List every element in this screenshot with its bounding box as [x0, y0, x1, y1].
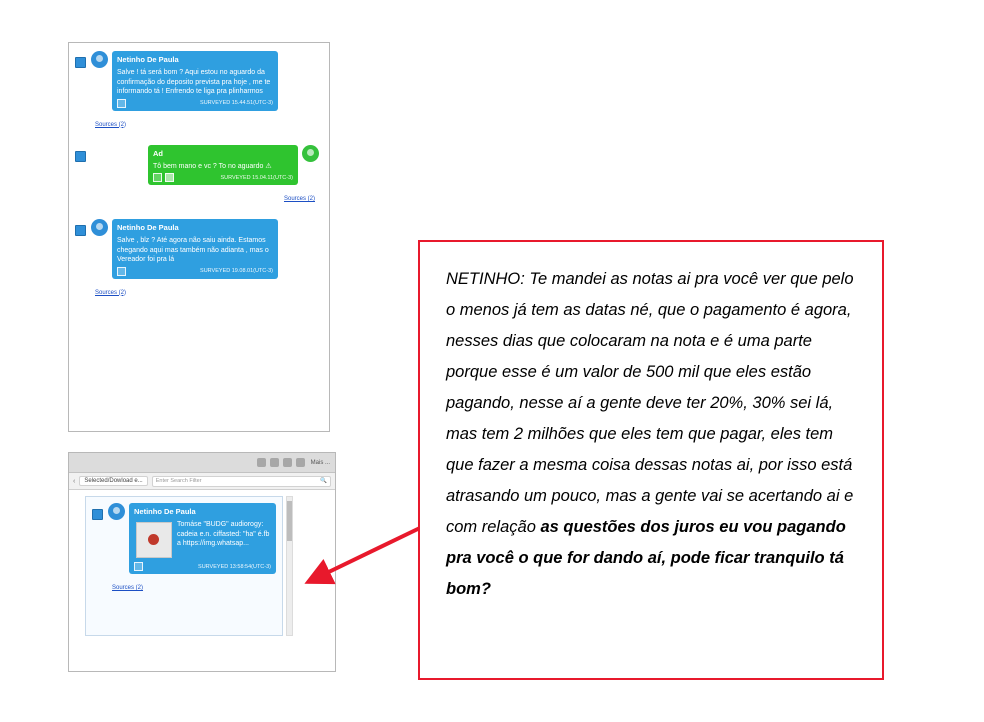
speaker-label: NETINHO:: [446, 270, 525, 288]
message-select-checkbox[interactable]: [75, 151, 86, 162]
avatar: [91, 219, 108, 236]
sender-name: Netinho De Paula: [117, 223, 179, 232]
status-icon: [165, 173, 174, 182]
chat-bubble-incoming: [129, 503, 276, 574]
message-footer: [134, 562, 271, 571]
message-text: Tomáse "BUDG" audiorogy: cadeia e.n. ciffasted: "ha" é.fb a https://img.whatsap...: [177, 521, 270, 547]
avatar: [91, 51, 108, 68]
chat-screenshot-bottom: [68, 452, 336, 672]
transcription-text: [446, 264, 860, 605]
attachment-icon: [153, 173, 162, 182]
source-link[interactable]: Sources (2): [112, 585, 144, 591]
chat-message-row: [75, 51, 323, 111]
message-timestamp: SURVEYED 15.44.51(UTC-3): [200, 100, 273, 106]
gear-icon[interactable]: [296, 458, 305, 467]
search-icon[interactable]: 🔍: [320, 478, 327, 484]
back-arrow-icon[interactable]: ‹: [73, 477, 76, 485]
chat-screenshot-top: [68, 42, 330, 432]
sender-name: Netinho De Paula: [134, 507, 196, 516]
source-link[interactable]: Sources (2): [95, 289, 127, 296]
avatar: [302, 145, 319, 162]
transcription-box: [418, 240, 884, 680]
search-placeholder: Enter Search Filter: [155, 478, 202, 484]
message-select-checkbox[interactable]: [75, 57, 86, 68]
toolbar: [69, 473, 335, 490]
chat-frame: [85, 496, 283, 636]
message-text: Tô bem mano e vc ? To no aguardo ⚠: [153, 162, 272, 170]
attachment-icon: [134, 562, 143, 571]
avatar: [108, 503, 125, 520]
chat-bubble-outgoing: [148, 145, 298, 186]
image-thumbnail[interactable]: [136, 522, 172, 558]
quote-body: Te mandei as notas ai pra você ver que pelo o menos já tem as datas né, que o pagamento é agora, nesses dias que colocaram na nota e é uma parte porque esse é um valor de 500 mil que eles estão pagando, nesse aí a gente deve ter 20%, 30% sei lá, mas tem 2 milhões que eles tem que pagar, eles tem que fazer a mesma coisa dessas notas ai, por isso está atrasando um pouco, mas a gente vai se acertando ai e com relação: [446, 270, 854, 536]
chat-message-row: [92, 503, 276, 574]
message-timestamp: SURVEYED 19.08.01(UTC-3): [200, 268, 273, 274]
message-timestamp: SURVEYED 15.04.11(UTC-3): [220, 174, 293, 181]
message-select-checkbox[interactable]: [92, 509, 103, 520]
attachment-icon: [117, 267, 126, 276]
message-text: Salve ! tá será bom ? Aqui estou no aguardo da confirmação do deposito prevista pra hoje , me te informando tá ! Enfrendo te liga pra plinharmos: [117, 69, 271, 95]
message-footer: [117, 267, 273, 276]
attachment-icon: [117, 99, 126, 108]
browser-content: [69, 490, 335, 653]
message-timestamp: SURVEYED 13:58:54(UTC-3): [198, 563, 271, 570]
message-footer: [117, 99, 273, 108]
chat-message-row: [75, 145, 323, 186]
source-link[interactable]: Sources (2): [283, 196, 315, 202]
quote-body-emphasis: as questões dos juros eu vou pagando pra você o que for dando aí, pode ficar tranquilo tá bom?: [446, 518, 846, 598]
vertical-scrollbar[interactable]: [286, 496, 293, 636]
chat-bubble-incoming: [112, 51, 278, 111]
message-select-checkbox[interactable]: [75, 225, 86, 236]
more-menu-label[interactable]: Mais ...: [310, 459, 330, 466]
tab-selected-download[interactable]: Selected/Dowload e...: [79, 476, 147, 486]
message-text: Salve , blz ? Até agora não saiu ainda. Estamos chegando aqui mas também não adianta , mas o Vereador foi pra lá: [117, 237, 269, 263]
scrollbar-thumb[interactable]: [287, 501, 292, 541]
chat-bubble-incoming: [112, 219, 278, 279]
chat-message-row: [75, 219, 323, 279]
window-titlebar: [69, 453, 335, 473]
link-icon[interactable]: [283, 458, 292, 467]
download-icon[interactable]: [270, 458, 279, 467]
sender-name: Netinho De Paula: [117, 55, 179, 64]
search-input[interactable]: [152, 476, 331, 487]
message-footer: [153, 173, 293, 182]
sender-name: Ad: [153, 148, 163, 158]
source-link[interactable]: Sources (2): [95, 121, 127, 128]
cloud-icon[interactable]: [257, 458, 266, 467]
